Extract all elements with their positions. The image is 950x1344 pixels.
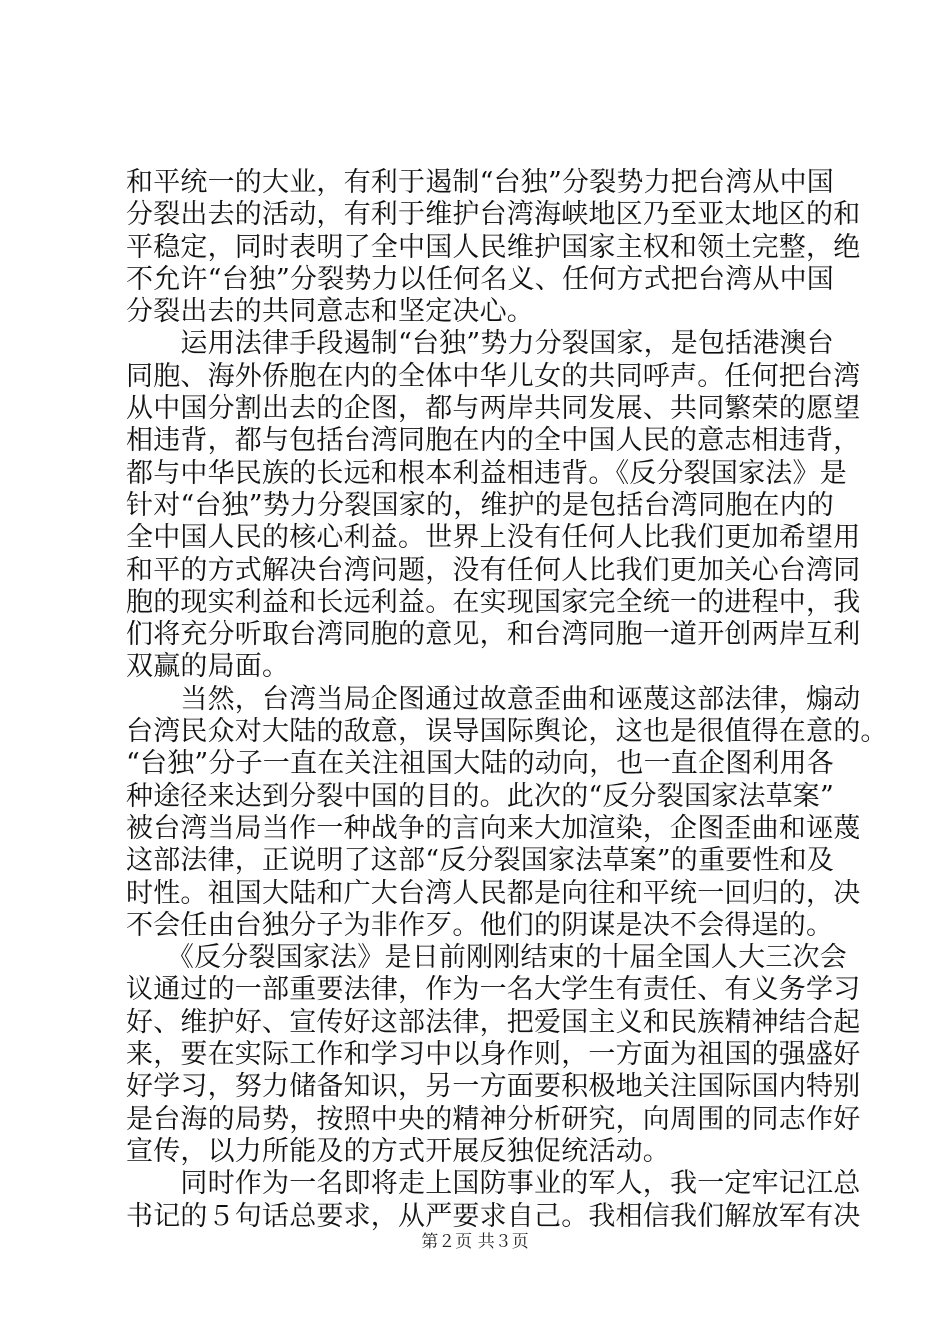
text-line: 针对“台独”势力分裂国家的，维护的是包括台湾同胞在内的 (126, 489, 835, 521)
text-line: 分裂出去的共同意志和坚定决心。 (126, 296, 534, 328)
text-line: 时性。祖国大陆和广大台湾人民都是向往和平统一回归的，决 (126, 877, 861, 909)
text-line: 和平的方式解决台湾问题，没有任何人比我们更加关心台湾同 (126, 554, 861, 586)
text-line: 都与中华民族的长远和根本利益相违背。《反分裂国家法》是 (126, 457, 847, 489)
text-line: 当然，台湾当局企图通过故意歪曲和诬蔑这部法律，煽动 (126, 683, 861, 715)
text-line: 胞的现实利益和长远利益。在实现国家完全统一的进程中，我 (126, 586, 861, 618)
text-line: 《反分裂国家法》是日前刚刚结束的十届全国人大三次会 (126, 942, 847, 974)
text-line: 议通过的一部重要法律，作为一名大学生有责任、有义务学习 (126, 974, 861, 1006)
text-line: 分裂出去的活动，有利于维护台湾海峡地区乃至亚太地区的和 (126, 199, 861, 231)
text-line: 同胞、海外侨胞在内的全体中华儿女的共同呼声。任何把台湾 (126, 360, 861, 392)
page-number-footer: 第２页 共３页 (421, 1232, 529, 1252)
text-line: 好、维护好、宣传好这部法律，把爱国主义和民族精神结合起 (126, 1006, 861, 1038)
text-line: 种途径来达到分裂中国的目的。此次的“反分裂国家法草案” (126, 780, 835, 812)
text-line: 们将充分听取台湾同胞的意见，和台湾同胞一道开创两岸互利 (126, 619, 861, 651)
text-line: 台湾民众对大陆的敌意，误导国际舆论，这也是很值得在意的。 (126, 716, 888, 748)
text-line: 宣传，以力所能及的方式开展反独促统活动。 (126, 1135, 670, 1167)
text-line: 运用法律手段遏制“台独”势力分裂国家，是包括港澳台 (126, 328, 835, 360)
text-line: 这部法律，正说明了这部“反分裂国家法草案”的重要性和及 (126, 845, 835, 877)
text-line: 平稳定，同时表明了全中国人民维护国家主权和领土完整，绝 (126, 231, 861, 263)
document-body (126, 167, 888, 1233)
text-line: 从中国分割出去的企图，都与两岸共同发展、共同繁荣的愿望 (126, 393, 861, 425)
text-line: 全中国人民的核心利益。世界上没有任何人比我们更加希望用 (126, 522, 861, 554)
text-line: 被台湾当局当作一种战争的言向来大加渲染，企图歪曲和诬蔑 (126, 812, 861, 844)
text-line: 双赢的局面。 (126, 651, 290, 683)
text-line: 同时作为一名即将走上国防事业的军人，我一定牢记江总 (126, 1168, 861, 1200)
text-line: 好学习，努力储备知识，另一方面要积极地关注国际国内特别 (126, 1071, 861, 1103)
text-line: 和平统一的大业，有利于遏制“台独”分裂势力把台湾从中国 (126, 167, 835, 198)
text-line: 不会任由台独分子为非作歹。他们的阴谋是决不会得逞的。 (126, 909, 834, 941)
text-line: 不允许“台独”分裂势力以任何名义、任何方式把台湾从中国 (126, 263, 835, 295)
text-line: 是台海的局势，按照中央的精神分析研究，向周围的同志作好 (126, 1103, 861, 1135)
text-line: 相违背，都与包括台湾同胞在内的全中国人民的意志相违背， (126, 425, 861, 457)
text-line: 来，要在实际工作和学习中以身作则，一方面为祖国的强盛好 (126, 1039, 861, 1071)
text-line: “台独”分子一直在关注祖国大陆的动向，也一直企图利用各 (126, 748, 835, 780)
text-line: 书记的５句话总要求，从严要求自己。我相信我们解放军有决 (126, 1200, 861, 1232)
